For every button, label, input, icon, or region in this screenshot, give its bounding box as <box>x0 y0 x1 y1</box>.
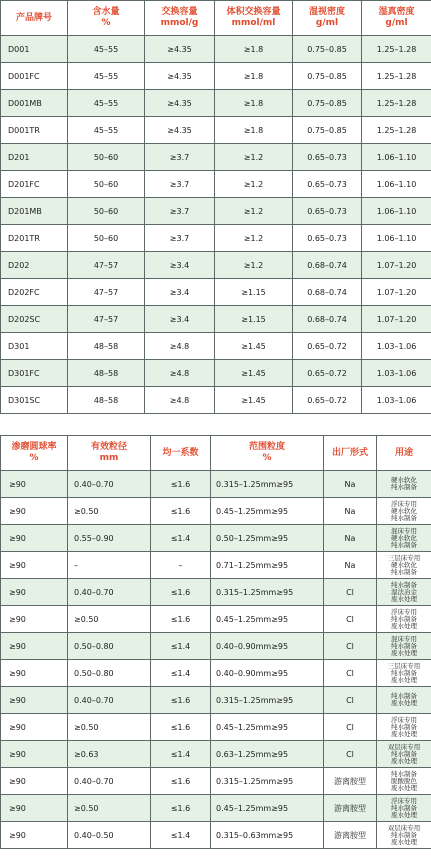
table-cell: ≤1.6 <box>151 579 211 606</box>
table-row <box>1 822 431 849</box>
column-header-label: 渗磨圆球率 <box>11 442 57 452</box>
table-cell: 1.03–1.06 <box>362 360 431 387</box>
table-cell: 0.68–0.74 <box>293 252 362 279</box>
column-header-label: g/ml <box>315 18 339 28</box>
usage-line: 脱酸脱色 <box>391 776 417 785</box>
column-header-label: 均一系数 <box>162 447 199 458</box>
table-cell: ≥0.50 <box>68 795 151 822</box>
table-row <box>1 198 431 225</box>
table-cell: 0.40–0.50 <box>68 822 151 849</box>
table-row <box>1 36 431 63</box>
table-cell: ≥90 <box>1 552 68 579</box>
table-row <box>1 552 431 579</box>
table-cell: 0.50–0.80 <box>68 660 151 687</box>
usage-line: 纯水制备 <box>391 803 417 812</box>
table-cell: 45–55 <box>68 36 145 63</box>
table-cell: Na <box>324 552 377 579</box>
column-header-label: mmol/ml <box>231 18 276 28</box>
table-cell: 0.40–0.90mm≥95 <box>211 660 324 687</box>
table-cell: 45–55 <box>68 90 145 117</box>
column-header <box>293 1 362 36</box>
table-cell: 1.03–1.06 <box>362 333 431 360</box>
table-cell: 1.06–1.10 <box>362 171 431 198</box>
table-row <box>1 360 431 387</box>
table-cell: ≥3.7 <box>145 144 215 171</box>
table-cell: ≥1.2 <box>215 144 293 171</box>
column-header-label: 湿真密度 <box>378 7 415 17</box>
table-cell: ≥1.8 <box>215 63 293 90</box>
usage-line: 废水处理 <box>391 699 417 707</box>
usage-line: 浮床专用 <box>391 607 417 616</box>
table-cell: ≥3.4 <box>145 252 215 279</box>
table-cell: 游离胺型 <box>324 822 377 849</box>
usage-line: 纯水制备 <box>391 830 417 839</box>
table-cell: D001FC <box>1 63 68 90</box>
table-cell: 0.65–0.73 <box>293 225 362 252</box>
column-header-label: 含水量 <box>92 7 120 17</box>
table-cell: 0.40–0.70 <box>68 579 151 606</box>
usage-line: 浮床专用 <box>391 796 417 805</box>
table-cell: ≥4.35 <box>145 117 215 144</box>
table-cell <box>377 606 431 633</box>
usage-line: 纯水制备 <box>391 641 417 650</box>
usage-line: 纯水制备 <box>391 580 417 589</box>
usage-line: 纯水制备 <box>391 722 417 731</box>
table-cell: ≥1.2 <box>215 171 293 198</box>
table-cell: 1.06–1.10 <box>362 198 431 225</box>
column-header-label: 范围粒度 <box>248 442 285 452</box>
table-cell: D201TR <box>1 225 68 252</box>
table-cell: ≥1.8 <box>215 36 293 63</box>
table-cell: Na <box>324 498 377 525</box>
table-cell: 0.65–0.73 <box>293 198 362 225</box>
table-cell: D001TR <box>1 117 68 144</box>
usage-line: 废水处理 <box>391 837 417 846</box>
table-cell: ≤1.4 <box>151 633 211 660</box>
usage-line: 双层床专用 <box>387 742 421 751</box>
table-cell: D201MB <box>1 198 68 225</box>
table-cell: ≤1.6 <box>151 795 211 822</box>
table-row <box>1 117 431 144</box>
table-cell: 1.03–1.06 <box>362 387 431 414</box>
column-header <box>68 436 151 471</box>
usage-line: 双层床专用 <box>387 823 421 832</box>
table-cell: 47–57 <box>68 279 145 306</box>
table-cell: 0.65–0.73 <box>293 171 362 198</box>
table-cell: Cl <box>324 660 377 687</box>
table-row <box>1 498 431 525</box>
table-cell: ≤1.4 <box>151 660 211 687</box>
table-cell: Na <box>324 471 377 498</box>
table-cell: ≥90 <box>1 795 68 822</box>
table-row <box>1 687 431 714</box>
table-cell: 0.75–0.85 <box>293 90 362 117</box>
table-cell: D202 <box>1 252 68 279</box>
usage-line: 纯水制备 <box>391 692 417 700</box>
table-row <box>1 714 431 741</box>
column-header <box>362 1 431 36</box>
usage-line: 纯水制备 <box>391 769 417 778</box>
table-cell <box>377 822 431 849</box>
table-cell: ≥90 <box>1 822 68 849</box>
table-cell: 0.55–0.90 <box>68 525 151 552</box>
column-header-label: 产品牌号 <box>15 12 52 23</box>
table-cell: ≥1.15 <box>215 279 293 306</box>
table-cell: ≤1.6 <box>151 471 211 498</box>
table-cell: ≤1.6 <box>151 687 211 714</box>
table-cell: ≥1.45 <box>215 387 293 414</box>
usage-line: 浮床专用 <box>391 715 417 724</box>
column-header-label: % <box>29 453 39 463</box>
table-row <box>1 63 431 90</box>
table-cell: 0.40–0.70 <box>68 687 151 714</box>
table-cell: 0.68–0.74 <box>293 279 362 306</box>
table-cell: ≥90 <box>1 741 68 768</box>
table-cell: ≥90 <box>1 606 68 633</box>
table-row <box>1 252 431 279</box>
usage-line: 纯水制备 <box>391 614 417 623</box>
table-cell: D202SC <box>1 306 68 333</box>
table-cell: ≤1.4 <box>151 822 211 849</box>
table-cell <box>377 525 431 552</box>
column-header-label: mm <box>99 453 119 463</box>
table-cell: 1.06–1.10 <box>362 225 431 252</box>
table-cell: 1.25–1.28 <box>362 117 431 144</box>
table-cell: ≤1.6 <box>151 498 211 525</box>
table-cell: ≥4.35 <box>145 36 215 63</box>
column-header-label: 体积交换容量 <box>226 7 281 17</box>
table-cell <box>377 768 431 795</box>
table-cell: 50–60 <box>68 171 145 198</box>
table-cell: D301SC <box>1 387 68 414</box>
table-cell: 0.315–1.25mm≥95 <box>211 471 324 498</box>
table-cell: ≥0.50 <box>68 498 151 525</box>
table-cell: 1.07–1.20 <box>362 306 431 333</box>
table-row <box>1 306 431 333</box>
table-cell: 45–55 <box>68 117 145 144</box>
usage-line: 废水处理 <box>391 810 417 819</box>
table-cell: ≥1.8 <box>215 117 293 144</box>
column-header-label: 交换容量 <box>161 7 198 17</box>
table-cell: ≥1.15 <box>215 306 293 333</box>
table-row <box>1 633 431 660</box>
table-cell: 0.65–0.73 <box>293 144 362 171</box>
table-cell <box>377 498 431 525</box>
table-cell: 0.315–1.25mm≥95 <box>211 579 324 606</box>
column-header-label: 用途 <box>394 447 413 458</box>
usage-line: 硬水软化 <box>391 560 417 569</box>
column-header-label: 有效粒径 <box>90 442 127 452</box>
table-cell: 0.68–0.74 <box>293 306 362 333</box>
table-row <box>1 525 431 552</box>
table-cell: ≥90 <box>1 660 68 687</box>
table-cell <box>377 714 431 741</box>
table-cell: ≤1.4 <box>151 525 211 552</box>
table-cell: ≥1.8 <box>215 90 293 117</box>
table-cell: ≥90 <box>1 471 68 498</box>
usage-line: 废水处理 <box>391 621 417 630</box>
table-cell: D301FC <box>1 360 68 387</box>
table-cell: 0.40–0.70 <box>68 471 151 498</box>
table-cell: ≥4.8 <box>145 360 215 387</box>
table-cell: 1.25–1.28 <box>362 90 431 117</box>
column-header <box>68 1 145 36</box>
table-cell <box>377 471 431 498</box>
table-cell: Cl <box>324 606 377 633</box>
table-cell: 1.25–1.28 <box>362 63 431 90</box>
table-cell: 0.75–0.85 <box>293 63 362 90</box>
table-row <box>1 768 431 795</box>
specs-table-top <box>0 0 431 414</box>
column-header-label: % <box>101 18 111 28</box>
table-row <box>1 225 431 252</box>
table-cell: ≤1.6 <box>151 714 211 741</box>
table-cell: 0.40–0.90mm≥95 <box>211 633 324 660</box>
table-cell: ≥4.8 <box>145 333 215 360</box>
table-cell: D201 <box>1 144 68 171</box>
column-header-label: 出厂形式 <box>331 447 368 458</box>
column-header <box>1 1 68 36</box>
table-cell: Cl <box>324 633 377 660</box>
table-cell: ≥1.2 <box>215 225 293 252</box>
table-cell <box>377 795 431 822</box>
specs-table-bottom <box>0 435 431 849</box>
table-cell: Cl <box>324 687 377 714</box>
table-row <box>1 660 431 687</box>
table-cell: 50–60 <box>68 144 145 171</box>
table-cell: Cl <box>324 579 377 606</box>
table-cell: ≥90 <box>1 498 68 525</box>
table-cell: ≥0.63 <box>68 741 151 768</box>
column-header-label: % <box>262 453 272 463</box>
table-row <box>1 795 431 822</box>
table-cell: 0.65–0.72 <box>293 360 362 387</box>
table-cell: 1.07–1.20 <box>362 252 431 279</box>
table-cell: D202FC <box>1 279 68 306</box>
table-row <box>1 387 431 414</box>
table-cell: D001MB <box>1 90 68 117</box>
table-cell: 游离胺型 <box>324 795 377 822</box>
column-header <box>377 436 431 471</box>
table-cell: ≥90 <box>1 714 68 741</box>
table-cell: 1.25–1.28 <box>362 36 431 63</box>
usage-line: 纯水制备 <box>391 483 417 491</box>
table-cell: – <box>151 552 211 579</box>
table-cell <box>377 687 431 714</box>
table-row <box>1 171 431 198</box>
usage-line: 混床专用 <box>391 526 417 535</box>
column-header <box>1 436 68 471</box>
table-cell <box>377 633 431 660</box>
table-cell: 1.06–1.10 <box>362 144 431 171</box>
table-cell: 0.45–1.25mm≥95 <box>211 795 324 822</box>
table-cell: ≥3.7 <box>145 171 215 198</box>
table-cell: ≤1.4 <box>151 741 211 768</box>
table-cell: Na <box>324 525 377 552</box>
table-row <box>1 90 431 117</box>
table-cell: – <box>68 552 151 579</box>
usage-line: 硬水软化 <box>391 506 417 515</box>
table-cell <box>377 741 431 768</box>
table-cell: Cl <box>324 741 377 768</box>
table-cell: 47–57 <box>68 306 145 333</box>
table-cell: 0.75–0.85 <box>293 117 362 144</box>
table-cell: 0.315–1.25mm≥95 <box>211 768 324 795</box>
table-row <box>1 144 431 171</box>
table-cell: ≥90 <box>1 579 68 606</box>
table-row <box>1 606 431 633</box>
usage-line: 混床专用 <box>391 634 417 643</box>
usage-line: 纯水制备 <box>391 513 417 522</box>
table-cell: ≥90 <box>1 687 68 714</box>
usage-line: 废水处理 <box>391 594 417 603</box>
table-cell: ≥90 <box>1 525 68 552</box>
usage-line: 废水处理 <box>391 648 417 657</box>
table-cell: 48–58 <box>68 333 145 360</box>
table-cell: ≥4.35 <box>145 90 215 117</box>
column-header <box>151 436 211 471</box>
column-header-label: g/ml <box>385 18 408 28</box>
table-cell: ≥4.8 <box>145 387 215 414</box>
table-cell: Cl <box>324 714 377 741</box>
table-cell: 0.65–0.72 <box>293 387 362 414</box>
table-cell: 0.45–1.25mm≥95 <box>211 606 324 633</box>
table-row <box>1 741 431 768</box>
table-cell: 48–58 <box>68 387 145 414</box>
table-cell: 48–58 <box>68 360 145 387</box>
table-cell: 47–57 <box>68 252 145 279</box>
table-row <box>1 471 431 498</box>
table-cell: 0.75–0.85 <box>293 36 362 63</box>
table-cell: ≥1.2 <box>215 198 293 225</box>
column-header-label: 湿视密度 <box>308 7 345 17</box>
table-cell: ≥3.7 <box>145 225 215 252</box>
table-cell: 0.65–0.72 <box>293 333 362 360</box>
table-cell: 0.63–1.25mm≥95 <box>211 741 324 768</box>
table-cell: ≥3.4 <box>145 306 215 333</box>
table-row <box>1 579 431 606</box>
table-cell: ≤1.6 <box>151 606 211 633</box>
column-header <box>215 1 293 36</box>
table-cell: D001 <box>1 36 68 63</box>
usage-line: 硬水软化 <box>391 533 417 542</box>
usage-line: 硬水软化 <box>391 476 417 484</box>
usage-line: 废水处理 <box>391 675 417 684</box>
table-cell: ≥90 <box>1 633 68 660</box>
table-cell: 0.315–0.63mm≥95 <box>211 822 324 849</box>
table-cell: 50–60 <box>68 198 145 225</box>
table-cell: 50–60 <box>68 225 145 252</box>
table-cell: ≥1.45 <box>215 360 293 387</box>
table-cell: ≥4.35 <box>145 63 215 90</box>
table-cell: D301 <box>1 333 68 360</box>
table-cell: 1.07–1.20 <box>362 279 431 306</box>
usage-line: 湿法冶金 <box>391 587 417 596</box>
table-cell: ≥90 <box>1 768 68 795</box>
table-cell: 0.50–1.25mm≥95 <box>211 525 324 552</box>
usage-line: 三层床专用 <box>387 661 421 670</box>
usage-line: 废水处理 <box>391 756 417 765</box>
table-cell: ≥1.2 <box>215 252 293 279</box>
usage-line: 废水处理 <box>391 783 417 792</box>
table-cell: 45–55 <box>68 63 145 90</box>
column-header <box>145 1 215 36</box>
column-header <box>324 436 377 471</box>
table-cell: 0.40–0.70 <box>68 768 151 795</box>
table-cell: 0.45–1.25mm≥95 <box>211 714 324 741</box>
table-row <box>1 333 431 360</box>
usage-line: 废水处理 <box>391 729 417 738</box>
table-cell: 0.50–0.80 <box>68 633 151 660</box>
table-cell: ≥3.7 <box>145 198 215 225</box>
table-cell: ≥0.50 <box>68 714 151 741</box>
table-cell <box>377 552 431 579</box>
usage-line: 纯水制备 <box>391 540 417 549</box>
table-cell: D201FC <box>1 171 68 198</box>
table-cell <box>377 579 431 606</box>
usage-line: 纯水制备 <box>391 567 417 576</box>
table-cell <box>377 660 431 687</box>
table-cell: 游离胺型 <box>324 768 377 795</box>
column-header-label: mmol/g <box>160 18 199 28</box>
usage-line: 纯水制备 <box>391 749 417 758</box>
table-cell: ≥0.50 <box>68 606 151 633</box>
table-cell: ≥3.4 <box>145 279 215 306</box>
usage-line: 浮床专用 <box>391 499 417 508</box>
table-cell: ≥1.45 <box>215 333 293 360</box>
usage-line: 纯水制备 <box>391 668 417 677</box>
column-header <box>211 436 324 471</box>
table-cell: 0.71–1.25mm≥95 <box>211 552 324 579</box>
table-cell: 0.315–1.25mm≥95 <box>211 687 324 714</box>
table-cell: 0.45–1.25mm≥95 <box>211 498 324 525</box>
table-cell: ≤1.6 <box>151 768 211 795</box>
usage-line: 三层床专用 <box>387 553 421 562</box>
table-row <box>1 279 431 306</box>
